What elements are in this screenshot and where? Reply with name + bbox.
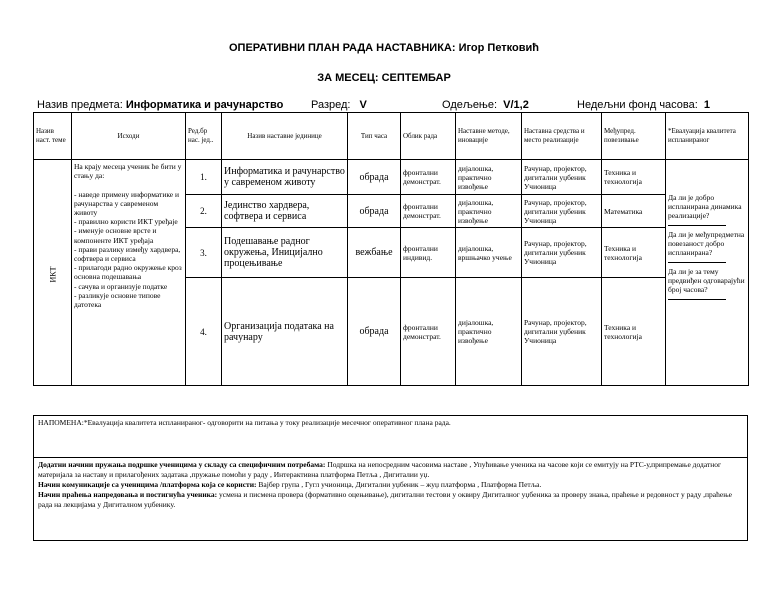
subject-links: Техника и технологија	[602, 228, 666, 278]
eval-question: Да ли је добро испланирана динамика реализације?	[668, 193, 742, 220]
class-label: Одељење:	[442, 99, 498, 111]
col-header-outcomes: Исходи	[72, 113, 186, 160]
table-header-row	[34, 113, 749, 160]
col-header-unit: Назив наставне јединице	[222, 113, 348, 160]
eval-answer-line	[668, 297, 726, 300]
teaching-means: Рачунар, пројектор, дигитални уџбеник Учионица	[522, 195, 602, 228]
teaching-methods: дијалошка, практично извођење	[456, 278, 522, 386]
subject-links: Техника и технологија	[602, 160, 666, 195]
teaching-methods: дијалошка, практично извођење	[456, 160, 522, 195]
support-section	[34, 458, 747, 512]
teaching-means: Рачунар, пројектор, дигитални уџбеник Учионица	[522, 160, 602, 195]
grade-info	[311, 99, 367, 111]
col-header-methods: Наставне методе, иновације	[456, 113, 522, 160]
col-header-links: Међупред. повезивање	[602, 113, 666, 160]
notes-box	[33, 415, 748, 541]
row-num: 3.	[186, 228, 222, 278]
outcomes-cell	[72, 160, 186, 386]
col-header-type: Тип часа	[348, 113, 401, 160]
col-header-means: Наставна средства и место реализације	[522, 113, 602, 160]
lesson-type: обрада	[348, 160, 401, 195]
grade-value: V	[359, 99, 367, 111]
work-form: фронтални демонстрат.	[401, 195, 456, 228]
weekly-label: Недељни фонд часова:	[577, 99, 698, 111]
subject-links: Техника и технологија	[602, 278, 666, 386]
lesson-type: обрада	[348, 278, 401, 386]
month-title: ЗА МЕСЕЦ: СЕПТЕМБАР	[317, 72, 451, 84]
teaching-methods: дијалошка, практично извођење	[456, 195, 522, 228]
row-num: 1.	[186, 160, 222, 195]
teaching-methods: дијалошка, вршњачко учење	[456, 228, 522, 278]
topic-name: ИКТ	[48, 266, 57, 282]
outcomes-text: На крају месеца ученик ће бити у стању да: - наведе примену информатике и рачунарства у савременом животу - правилно користи ИКТ уређаје - именује основне врсте и компоненте ИКТ уређаја - прави разлику између хардвера, софтвера и сервиса - прилагоди радно окружење кроз основна подешавања - сачува и организује податке - разликује основне типове датотека	[74, 162, 182, 310]
row-num: 2.	[186, 195, 222, 228]
eval-answer-line	[668, 223, 726, 226]
work-form: фронтални демонстрат.	[401, 278, 456, 386]
subject-value: Информатика и рачунарство	[125, 99, 284, 111]
lesson-type: вежбање	[348, 228, 401, 278]
unit-name: Информатика и рачунарство у савременом животу	[222, 160, 348, 195]
page-title: ОПЕРАТИВНИ ПЛАН РАДА НАСТАВНИКА: Игор Петковић	[228, 42, 540, 54]
comm-text: Вајбер група , Гугл учионица, Дигитални уџбеник – жуџ платформа , Платформа Петља.	[258, 480, 542, 489]
table-row	[34, 160, 749, 195]
unit-name: Организација података на рачунару	[222, 278, 348, 386]
row-num: 4.	[186, 278, 222, 386]
col-header-eval: *Евалуација квалитета испланираног	[666, 113, 749, 160]
support-text: Подршка на непосредним часовима наставе , Упућивање ученика на часове који се емитују на РТС-у,припремање додатног материјала за наставу и прилагођених задатака ,пружање помоћи у раду , Интерактивна платформа Петља , Дигиталии уџ.	[38, 460, 722, 479]
track-label: Начин праћења напредовања и постигнућа ученика:	[38, 490, 218, 499]
subject-links: Математика	[602, 195, 666, 228]
support-label: Додатни начини пружања подршке ученицима у складу са специфичним потребама:	[38, 460, 326, 469]
col-header-ord: Ред.бр нас. јед..	[186, 113, 222, 160]
teaching-means: Рачунар, пројектор, дигитални уџбеник Учионица	[522, 228, 602, 278]
topic-cell	[34, 160, 72, 386]
grade-label: Разред:	[311, 99, 351, 111]
comm-label: Начин комуникације са ученицима /платформа која се користи:	[38, 480, 257, 489]
eval-question: Да ли је за тему предвиђен одговарајући број часова?	[668, 267, 745, 294]
eval-cell	[666, 160, 749, 386]
eval-answer-line	[668, 260, 726, 263]
weekly-value: 1	[703, 99, 710, 111]
subject-info	[37, 99, 283, 111]
unit-name: Јединство хардвера, софтвера и сервиса	[222, 195, 348, 228]
work-form: фронтални демонстрат.	[401, 160, 456, 195]
teaching-means: Рачунар, пројектор, дигитални уџбеник Учионица	[522, 278, 602, 386]
note-text: НАПОМЕНА:*Евалуација квалитета испланираног- одговорити на питања у току реализације месечног оперативног плана рада.	[34, 416, 747, 458]
class-value: V/1,2	[503, 99, 529, 111]
eval-question: Да ли је међупредметна повезаност добро испланирана?	[668, 230, 745, 257]
col-header-topic: Назив наст. теме	[34, 113, 72, 160]
weekly-info	[577, 99, 710, 111]
subject-label: Назив предмета:	[37, 99, 123, 111]
track-text: усмена и писмена провера (формативно оцењивање), дигитални тестови у оквиру Дигиталног уџбеника за проверу знања, праћење и редовност у раду ,праћење рада на лекцијама у Дигиталном уџбенику.	[38, 490, 732, 509]
unit-name: Подешавање радног окружења, Иницијално процењивање	[222, 228, 348, 278]
plan-table	[33, 112, 749, 386]
work-form: фронтални индивид.	[401, 228, 456, 278]
lesson-type: обрада	[348, 195, 401, 228]
class-info	[442, 99, 529, 111]
col-header-form: Облик рада	[401, 113, 456, 160]
